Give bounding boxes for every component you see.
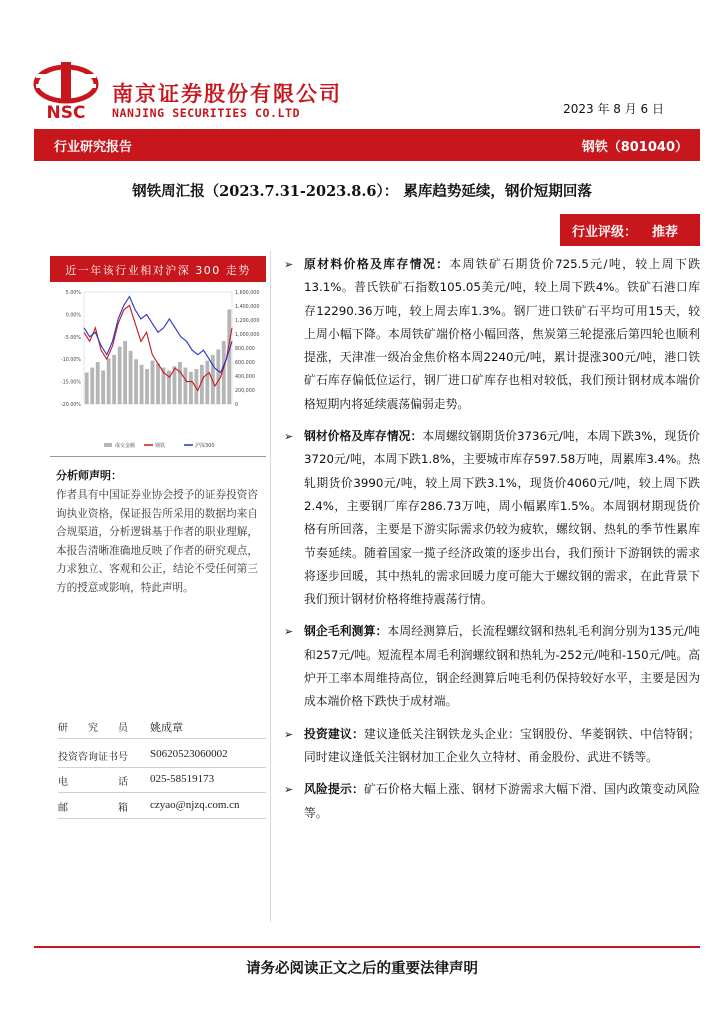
legend-label: 沪深300 xyxy=(195,443,215,449)
left-tick-label: -10.00% xyxy=(60,358,81,364)
report-title: 钢铁周汇报（2023.7.31-2023.8.6）： 累库趋势延续，钢价短期回落 xyxy=(132,183,592,200)
contact-label: 投资咨询证书号 xyxy=(58,752,128,763)
volume-bar xyxy=(227,310,231,405)
rating-value: 推荐 xyxy=(652,225,679,240)
row-line xyxy=(58,818,266,819)
bullet-heading: 钢企毛利测算： xyxy=(304,624,388,639)
right-tick-label: 1,000,000 xyxy=(235,333,260,338)
relative-performance-chart xyxy=(52,284,264,454)
right-tick-label: 400,000 xyxy=(235,375,255,380)
contact-label: 邮 箱 xyxy=(58,803,128,814)
legal-notice: 请务必阅读正文之后的重要法律声明 xyxy=(246,961,478,977)
volume-bar xyxy=(140,365,144,404)
volume-bar xyxy=(96,362,100,404)
contact-value: S0620523060002 xyxy=(150,748,228,760)
volume-bar xyxy=(101,370,105,404)
row-line xyxy=(58,767,266,768)
rating-label: 行业评级： xyxy=(572,225,638,240)
volume-bar xyxy=(189,372,193,404)
bullet-heading: 投资建议： xyxy=(304,726,365,741)
legend-label: 钢铁 xyxy=(155,443,166,449)
bullet-steel-prices xyxy=(282,425,700,611)
bullet-text: 本周螺纹钢期货价3736元/吨，本周下跌3%，现货价3720元/吨，本周下跌1.8%，主要城市库存597.58万吨，周累库3.4%。热轧期货价3990元/吨，较上周下跌3.1%，现货价4060元/吨，较上周下跌2.4%，主要钢厂库存286.73万吨，周小幅累库1.5%。本周钢材期现货价格有所回落，主要是下游实际需求仍较为疲软，螺纹钢、热轧的季节性累库节奏延续。随着国家一揽子经济政策的逐步出台，我们预计下游钢铁的需求将逐步回暖，其中热轧的需求回暖力度可能大于螺纹钢的需求，在此背景下我们预计钢材价格将维持震荡行情。 xyxy=(304,429,700,607)
chart-title: 近一年该行业相对沪深 300 走势 xyxy=(65,264,251,277)
volume-bar xyxy=(151,361,155,404)
volume-bar xyxy=(178,362,182,404)
arrow-bullet-icon: ➢ xyxy=(284,625,294,639)
summary-bullets xyxy=(282,253,700,834)
left-tick-label: 0.00% xyxy=(65,313,81,319)
arrow-bullet-icon: ➢ xyxy=(284,430,294,444)
left-tick-label: -5.00% xyxy=(64,335,81,341)
volume-bar xyxy=(216,349,220,404)
volume-bar xyxy=(85,373,89,405)
logo-text: NSC xyxy=(46,103,86,122)
right-tick-label: 800,000 xyxy=(235,347,255,352)
legend-label: 成交金额 xyxy=(115,443,136,449)
sector-label: 钢铁（801040） xyxy=(581,140,688,155)
footer-line xyxy=(34,946,700,948)
contact-label: 电 话 xyxy=(58,777,128,788)
volume-bar xyxy=(134,359,138,404)
bullet-heading: 风险提示： xyxy=(304,782,365,797)
volume-bar xyxy=(205,361,209,404)
contact-label: 研 究 员 xyxy=(58,723,128,734)
right-tick-label: 1,400,000 xyxy=(235,305,260,310)
contact-email[interactable]: czyao@njzq.com.cn xyxy=(150,799,240,811)
left-tick-label: -15.00% xyxy=(60,380,81,386)
volume-bar xyxy=(112,355,116,404)
row-line xyxy=(58,738,266,739)
right-tick-label: 1,600,000 xyxy=(235,291,260,296)
bullet-text: 建议逢低关注钢铁龙头企业：宝钢股份、华菱钢铁、中信特钢；同时建议逢低关注钢材加工企业久立特材、甬金股份、武进不锈等。 xyxy=(304,726,700,764)
company-logo xyxy=(30,60,102,122)
volume-bar xyxy=(90,368,94,404)
right-tick-label: 600,000 xyxy=(235,361,255,366)
left-tick-label: 5.00% xyxy=(65,291,81,296)
series-line xyxy=(84,297,232,373)
bullet-text: 本周铁矿石期货价725.5元/吨，较上周下跌13.1%。普氏铁矿石指数105.05美元/吨，较上周下跌4%。铁矿石港口库存12290.36万吨，较上周去库1.3%。钢厂进口铁矿石平均可用15天，较上周小幅下降。本周铁矿端价格小幅回落，焦炭第三轮提涨后第四轮也顺利提涨，天津准一级冶金焦价格本周2240元/吨，累计提涨300元/吨，港口铁矿石库存偏低位运行，钢厂进口矿库存也相对较低，我们预计钢材成本端价格短期内将延续震荡偏弱走势。 xyxy=(304,257,700,411)
bullet-heading: 原材料价格及库存情况： xyxy=(304,257,450,271)
right-tick-label: 200,000 xyxy=(235,389,255,394)
volume-bar xyxy=(183,368,187,404)
analyst-statement-text: 作者具有中国证券业协会授予的证券投资咨询执业资格，保证报告所采用的数据均来自合规渠道，分析逻辑基于作者的职业理解，本报告清晰准确地反映了作者的研究观点，力求独立、客观和公正，结论不受任何第三方的授意或影响，特此声明。 xyxy=(56,489,258,594)
bullet-text: 矿石价格大幅上涨、钢材下游需求大幅下滑、国内政策变动风险等。 xyxy=(304,782,700,820)
arrow-bullet-icon: ➢ xyxy=(284,727,294,741)
company-name-cn: 南京证券股份有限公司 xyxy=(112,81,342,106)
company-name-en: NANJING SECURITIES CO.LTD xyxy=(112,106,301,120)
report-date: 2023 年 8 月 6 日 xyxy=(563,102,664,116)
volume-bar xyxy=(156,363,160,404)
volume-bar xyxy=(107,359,111,405)
analyst-statement-heading: 分析师声明： xyxy=(56,469,122,482)
right-tick-label: 1,200,000 xyxy=(235,319,260,324)
bullet-text: 本周经测算后，长流程螺纹钢和热轧毛利润分别为135元/吨和257元/吨。短流程本周毛利润螺纹钢和热轧为-252元/吨和-150元/吨。高炉开工率本周维持高位，钢企经测算后吨毛利仍保持较好水平，主要是因为成本端价格下跌快于成材端。 xyxy=(304,624,700,709)
right-tick-label: 0 xyxy=(235,403,239,408)
bullet-investment-advice xyxy=(282,723,700,770)
volume-bar xyxy=(129,351,133,404)
volume-bar xyxy=(145,369,149,404)
contact-value: 姚成章 xyxy=(150,722,183,734)
bullet-raw-materials xyxy=(282,253,700,416)
column-divider xyxy=(270,250,271,922)
left-divider xyxy=(50,456,266,457)
arrow-bullet-icon: ➢ xyxy=(284,783,294,797)
contact-value: 025-58519173 xyxy=(150,773,215,785)
bullet-risks xyxy=(282,778,700,825)
left-tick-label: -20.00% xyxy=(60,403,81,408)
arrow-bullet-icon: ➢ xyxy=(284,258,294,271)
bullet-margins xyxy=(282,620,700,713)
report-type: 行业研究报告 xyxy=(54,140,133,155)
row-line xyxy=(58,792,266,793)
legend-swatch xyxy=(104,443,112,447)
bullet-heading: 钢材价格及库存情况： xyxy=(304,429,423,444)
volume-bar xyxy=(118,347,122,404)
volume-bar xyxy=(123,341,127,404)
